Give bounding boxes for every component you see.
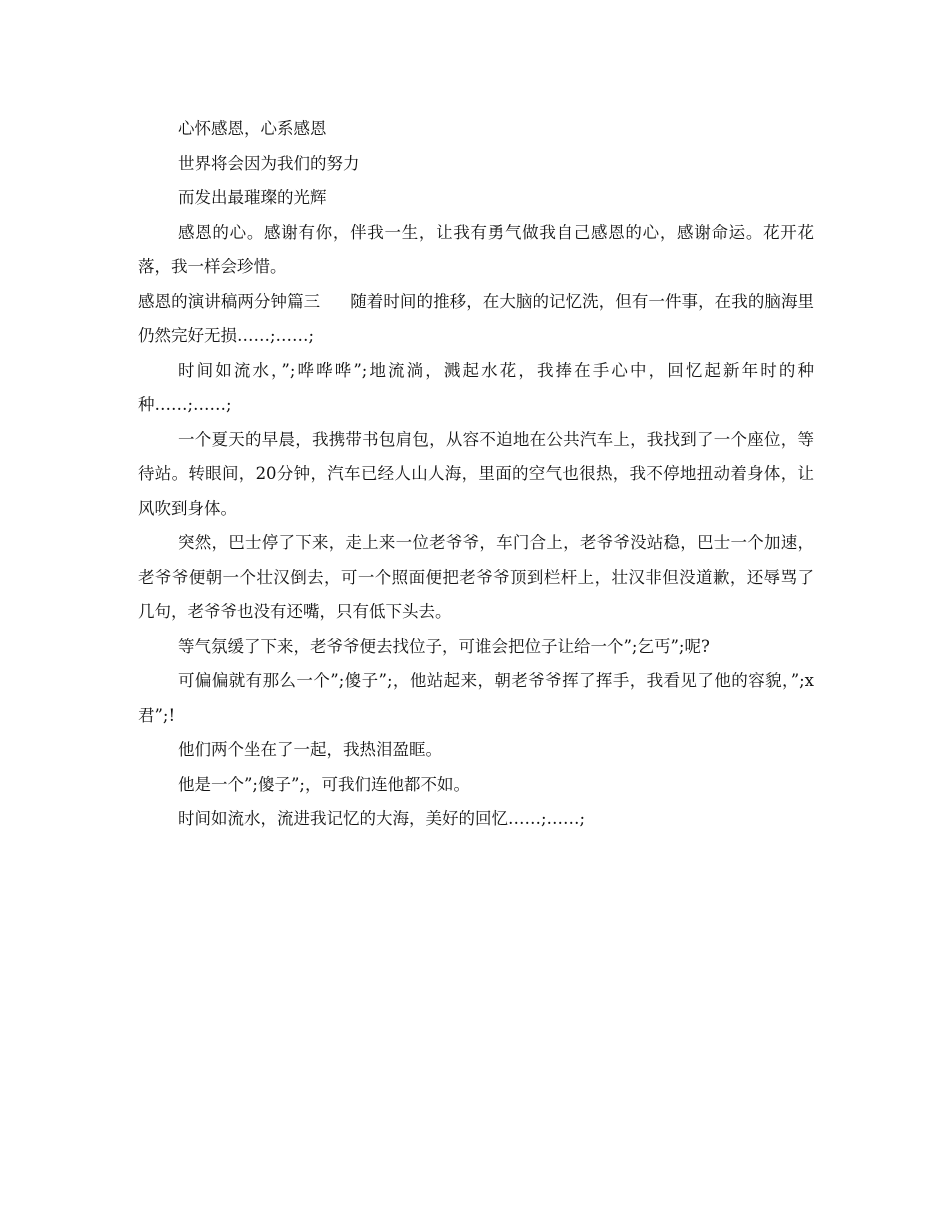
document-body — [138, 112, 814, 837]
paragraph: 他们两个坐在了一起，我热泪盈眶。 — [178, 740, 442, 759]
section-intro: 随着时间的推移，在大脑的记忆洗，但有一件事，在我的脑海里仍然完好无损……;……; — [138, 291, 815, 345]
poem-line: 世界将会因为我们的努力 — [178, 153, 360, 173]
paragraph: 他是一个”;傻子”;，可我们连他都不如。 — [178, 774, 470, 794]
poem-line: 心怀感恩，心系感恩 — [178, 119, 327, 138]
paragraph: 一个夏天的早晨，我携带书包肩包，从容不迫地在公共汽车上，我找到了一个座位，等待站。转眼间，20分钟，汽车已经人山人海，里面的空气也很热，我不停地扭动着身体，让风吹到身体。 — [138, 429, 814, 518]
section-block — [138, 285, 814, 354]
paragraph: 可偏偏就有那么一个”;傻子”;，他站起来，朝老爷爷挥了挥手，我看见了他的容貌，”;x君”;! — [138, 671, 814, 725]
section-heading: 感恩的演讲稿两分钟篇三 — [138, 291, 321, 311]
paragraph: 时间如流水，流进我记忆的大海，美好的回忆……;……; — [178, 809, 586, 828]
paragraph: 时间如流水，”;哗哗哗”;地流淌，溅起水花，我捧在手心中，回忆起新年时的种种……;……; — [138, 360, 814, 414]
paragraph: 等气氛缓了下来，老爷爷便去找位子，可谁会把位子让给一个”;乞丐”;呢? — [178, 636, 710, 656]
paragraph-thanks: 感恩的心。感谢有你，伴我一生，让我有勇气做我自己感恩的心，感谢命运。花开花落，我一样会珍惜。 — [138, 222, 814, 276]
poem-line: 而发出最璀璨的光辉 — [178, 188, 327, 207]
paragraph: 突然，巴士停了下来，走上来一位老爷爷，车门合上，老爷爷没站稳，巴士一个加速，老爷爷便朝一个壮汉倒去，可一个照面便把老爷爷顶到栏杆上，壮汉非但没道歉，还辱骂了几句，老爷爷也没有还嘴，只有低下头去。 — [138, 533, 814, 621]
